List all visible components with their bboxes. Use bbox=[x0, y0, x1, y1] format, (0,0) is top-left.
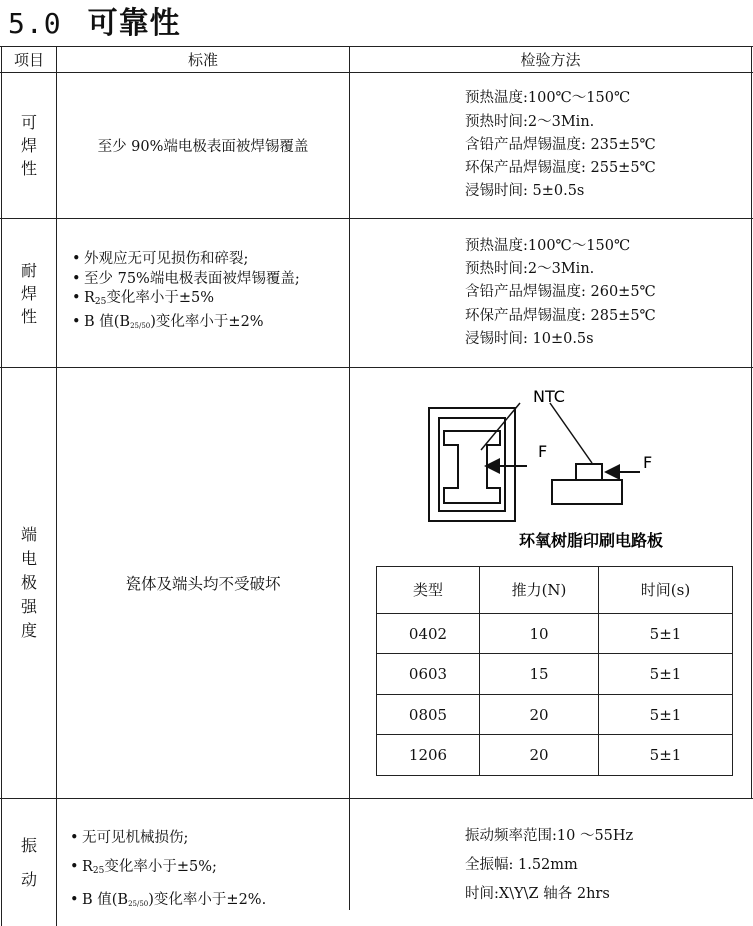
header-method: 检验方法 bbox=[520, 51, 581, 69]
method-line: 全振幅: 1.52mm bbox=[465, 857, 578, 873]
bullet-item: • B 值$(B_{25/50})$变化率小于±2%. bbox=[70, 892, 267, 908]
bullet-text: )变化率小于±2% bbox=[150, 313, 264, 330]
table-row bbox=[377, 694, 733, 735]
row-solder-heat-method bbox=[465, 219, 745, 367]
method-line: 环保产品焊锡温度: 285±5℃ bbox=[465, 307, 656, 324]
subscript: 25/50 bbox=[128, 900, 149, 908]
method-line: 含铅产品焊锡温度: 235±5℃ bbox=[465, 136, 656, 153]
subscript: 25/50 bbox=[130, 321, 151, 330]
table-cell: 15 bbox=[480, 654, 599, 695]
item-char: 度 bbox=[20, 621, 37, 640]
ntc-label: NTC bbox=[533, 387, 565, 406]
ntc-leader-line-2 bbox=[550, 403, 592, 463]
right-border bbox=[751, 46, 752, 798]
section-number: 5.0 bbox=[8, 7, 62, 40]
table-cell: 5±1 bbox=[599, 735, 733, 776]
table-cell: 1206 bbox=[377, 735, 480, 776]
bullet-text: 变化率小于±5% bbox=[106, 290, 215, 306]
section-heading: 可靠性 bbox=[87, 6, 181, 41]
subscript: 25 bbox=[92, 866, 105, 876]
header-standard: 标准 bbox=[187, 51, 218, 69]
section-title bbox=[8, 2, 181, 46]
item-char: 焊 bbox=[20, 283, 37, 303]
item-char: 性 bbox=[20, 306, 37, 326]
table-header-cell: 推力(N) bbox=[480, 567, 599, 614]
table-cell: 0402 bbox=[377, 613, 480, 654]
header-item: 项目 bbox=[13, 51, 44, 69]
table-row bbox=[377, 654, 733, 695]
table-cell: 0603 bbox=[377, 654, 480, 695]
item-char: 极 bbox=[20, 573, 37, 592]
item-char: 强 bbox=[20, 597, 37, 616]
bullet-text: )变化率小于±2%. bbox=[148, 892, 267, 908]
table-cell: 20 bbox=[480, 735, 599, 776]
method-line: 浸锡时间: 5±0.5s bbox=[465, 183, 585, 200]
table-cell: 10 bbox=[480, 613, 599, 654]
table-header-cell: 时间(s) bbox=[599, 567, 733, 614]
row3-bottom-border bbox=[0, 798, 753, 799]
bullet-item: • 至少 75%端电极表面被焊锡覆盖; bbox=[72, 270, 300, 287]
row-solder-heat-item bbox=[2, 219, 56, 367]
row-terminal-strength-standard: 瓷体及端头均不受破坏 bbox=[125, 575, 281, 593]
row-vibration-item bbox=[2, 799, 56, 926]
pcb-caption: 环氧树脂印刷电路板 bbox=[519, 531, 664, 550]
row-vibration-method bbox=[465, 822, 745, 909]
bullet-text: 无可见机械损伤; bbox=[82, 830, 189, 846]
bullet-item: • 外观应无可见损伤和碎裂; bbox=[72, 251, 249, 267]
item-char: 可 bbox=[20, 113, 37, 132]
row-solder-heat-standard bbox=[72, 250, 348, 336]
row-solderability-item bbox=[2, 73, 56, 218]
bullet-text: B 值(B bbox=[84, 313, 131, 330]
table-cell: 5±1 bbox=[599, 613, 733, 654]
table-row bbox=[377, 735, 733, 776]
table-cell: 5±1 bbox=[599, 654, 733, 695]
method-line: 含铅产品焊锡温度: 260±5℃ bbox=[465, 284, 656, 301]
chip-top-view bbox=[576, 464, 602, 480]
method-line: 预热时间:2～3Min. bbox=[465, 261, 595, 278]
col2-divider bbox=[349, 46, 350, 910]
bullet-text: 变化率小于±5%; bbox=[104, 859, 217, 875]
bullet-text: B 值(B bbox=[82, 892, 129, 908]
bullet-text: R bbox=[84, 290, 95, 306]
subscript: 25 bbox=[94, 297, 107, 307]
pcb-substrate bbox=[552, 480, 622, 504]
item-char: 焊 bbox=[20, 136, 37, 155]
item-char: 振 bbox=[20, 835, 37, 855]
bullet-item: • B 值$(B_{25/50})$变化率小于±2% bbox=[72, 313, 264, 330]
item-char: 性 bbox=[20, 159, 37, 178]
bullet-item: • $R_{25}$变化率小于±5%; bbox=[70, 859, 217, 876]
row-vibration-standard bbox=[70, 824, 348, 919]
method-line: 预热温度:100℃～150℃ bbox=[465, 237, 631, 254]
row-terminal-strength-item bbox=[2, 368, 56, 798]
method-line: 环保产品焊锡温度: 255±5℃ bbox=[465, 160, 656, 177]
row-solderability-method bbox=[465, 73, 745, 218]
row-solderability-standard: 至少 90%端电极表面被焊锡覆盖 bbox=[97, 139, 309, 155]
push-force-table bbox=[376, 566, 733, 776]
method-line: 预热时间:2～3Min. bbox=[465, 113, 595, 130]
method-line: 预热温度:100℃～150℃ bbox=[465, 90, 631, 107]
method-line: 振动频率范围:10 ～55Hz bbox=[465, 828, 634, 844]
table-header-cell: 类型 bbox=[377, 567, 480, 614]
bullet-item: • $R_{25}$变化率小于±5% bbox=[72, 290, 215, 307]
method-line: 时间:X\Y\Z 轴各 2hrs bbox=[465, 886, 610, 902]
table-row bbox=[377, 613, 733, 654]
table-cell: 0805 bbox=[377, 694, 480, 735]
force-label-right: F bbox=[643, 453, 653, 472]
bullet-text: 至少 75%端电极表面被焊锡覆盖; bbox=[84, 270, 300, 287]
bullet-text: R bbox=[82, 859, 93, 875]
item-char: 动 bbox=[20, 869, 37, 889]
table-header-row bbox=[377, 567, 733, 614]
item-char: 电 bbox=[20, 549, 37, 568]
method-line: 浸锡时间: 10±0.5s bbox=[465, 330, 594, 347]
force-label-left: F bbox=[538, 442, 548, 461]
bullet-item: • 无可见机械损伤; bbox=[70, 830, 189, 846]
table-cell: 5±1 bbox=[599, 694, 733, 735]
item-char: 耐 bbox=[20, 260, 37, 280]
table-cell: 20 bbox=[480, 694, 599, 735]
item-char: 端 bbox=[20, 525, 37, 544]
push-test-diagram bbox=[415, 378, 695, 558]
bullet-text: 外观应无可见损伤和碎裂; bbox=[84, 251, 249, 267]
